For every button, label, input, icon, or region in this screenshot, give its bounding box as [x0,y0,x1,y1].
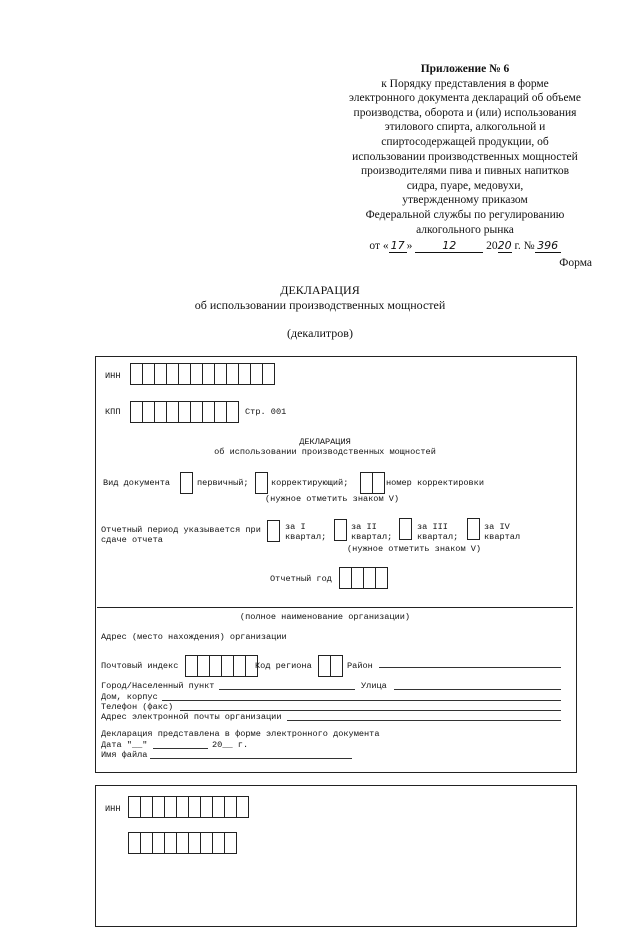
form-title: ДЕКЛАРАЦИЯ [299,437,351,447]
year-cells[interactable] [339,567,387,589]
date-day: 17 [390,239,405,253]
date-prefix: от « [369,240,389,253]
date-mid: » [406,240,413,253]
date-month: 12 [415,240,483,253]
date-month-field[interactable] [153,748,208,749]
q3-checkbox[interactable] [399,518,412,540]
appendix-line: утвержденному приказом [402,194,528,207]
postal-cells[interactable] [185,655,257,677]
district-field[interactable] [379,667,561,668]
q1-checkbox[interactable] [267,520,280,542]
inn-cells[interactable] [130,363,274,385]
page-subtitle: об использовании производственных мощностей [194,298,446,312]
appendix-line: алкогольного рынка [416,223,514,236]
date-label: Дата "__" [101,740,148,750]
period-label: Отчетный период указывается при [101,525,261,535]
city-label: Город/Населенный пункт [101,681,215,691]
date-year-label: 20__ г. [212,740,249,750]
q4-label: за IV [484,522,510,532]
email-field[interactable] [287,720,561,721]
correcting-checkbox[interactable] [255,472,268,494]
file-name-field[interactable] [150,758,352,759]
appendix-header [330,62,600,254]
page-number-label: Стр. 001 [245,407,287,417]
street-field[interactable] [394,689,561,690]
correcting-label: корректирующий; [271,478,349,488]
org-name-line[interactable] [97,607,573,608]
appendix-line: электронного документа деклараций об объеме [349,92,581,105]
order-date-line [330,239,600,254]
primary-label: первичный; [197,478,249,488]
house-field[interactable] [162,700,561,701]
appendix-line: сидра, пуаре, медовухи, [406,179,524,192]
appendix-line: к Порядку представления в форме [381,77,549,90]
address-label: Адрес (место нахождения) организации [101,632,287,642]
q2-label: за II [351,522,377,532]
region-cells[interactable] [318,655,342,677]
primary-checkbox[interactable] [180,472,193,494]
kpp-label: КПП [105,407,121,417]
phone-field[interactable] [180,710,561,711]
q4-checkbox[interactable] [467,518,480,540]
mark-hint: (нужное отметить знаком V) [265,494,400,504]
org-name-hint: (полное наименование организации) [239,612,411,622]
form-subtitle: об использовании производственных мощностей [214,447,436,457]
inn-cells-2[interactable] [128,796,248,818]
q3-label: за III [417,522,448,532]
house-label: Дом, корпус [101,692,158,702]
q4-label-2: квартал [484,532,521,542]
appendix-line: Федеральной службы по регулированию [365,208,565,221]
period-label-2: сдаче отчета [101,535,163,545]
street-label: Улица [361,681,387,691]
date-year: 20 [497,239,512,253]
mark-hint-2: (нужное отметить знаком V) [347,544,482,554]
date-suffix: г. № [514,240,535,253]
postal-label: Почтовый индекс [101,661,179,671]
inn-label-2: ИНН [105,804,121,814]
correction-number-cells[interactable] [360,472,384,494]
form-label: Форма [559,257,592,269]
file-name-label: Имя файла [101,750,148,760]
kpp-cells[interactable] [130,401,238,423]
region-label: Код региона [255,661,312,671]
order-number: 396 [535,240,561,253]
q2-checkbox[interactable] [334,519,347,541]
page-title: ДЕКЛАРАЦИЯ [280,283,360,297]
appendix-line: спиртосодержащей продукции, об [381,135,549,148]
date-year-prefix: 20 [486,240,498,253]
city-field[interactable] [219,689,355,690]
year-label: Отчетный год [270,574,332,584]
appendix-line: Приложение № 6 [420,63,510,75]
appendix-line: этилового спирта, алкогольной и [384,121,546,134]
submitted-label: Декларация представлена в форме электронного документа [101,729,380,739]
correction-number-label: номер корректировки [386,478,484,488]
appendix-line: производителями пива и пивных напитков [360,165,570,178]
district-label: Район [347,661,373,671]
unit-label: (декалитров) [287,326,353,340]
q3-label-2: квартал; [417,532,459,542]
inn-label: ИНН [105,371,121,381]
q2-label-2: квартал; [351,532,393,542]
phone-label: Телефон (факс) [101,702,174,712]
appendix-line: использовании производственных мощностей [352,150,578,163]
email-label: Адрес электронной почты организации [101,712,282,722]
appendix-line: производства, оборота и (или) использования [353,106,577,119]
q1-label-2: квартал; [285,532,327,542]
kpp-cells-2[interactable] [128,832,236,854]
doc-type-label: Вид документа [103,478,171,488]
q1-label: за I [285,522,306,532]
